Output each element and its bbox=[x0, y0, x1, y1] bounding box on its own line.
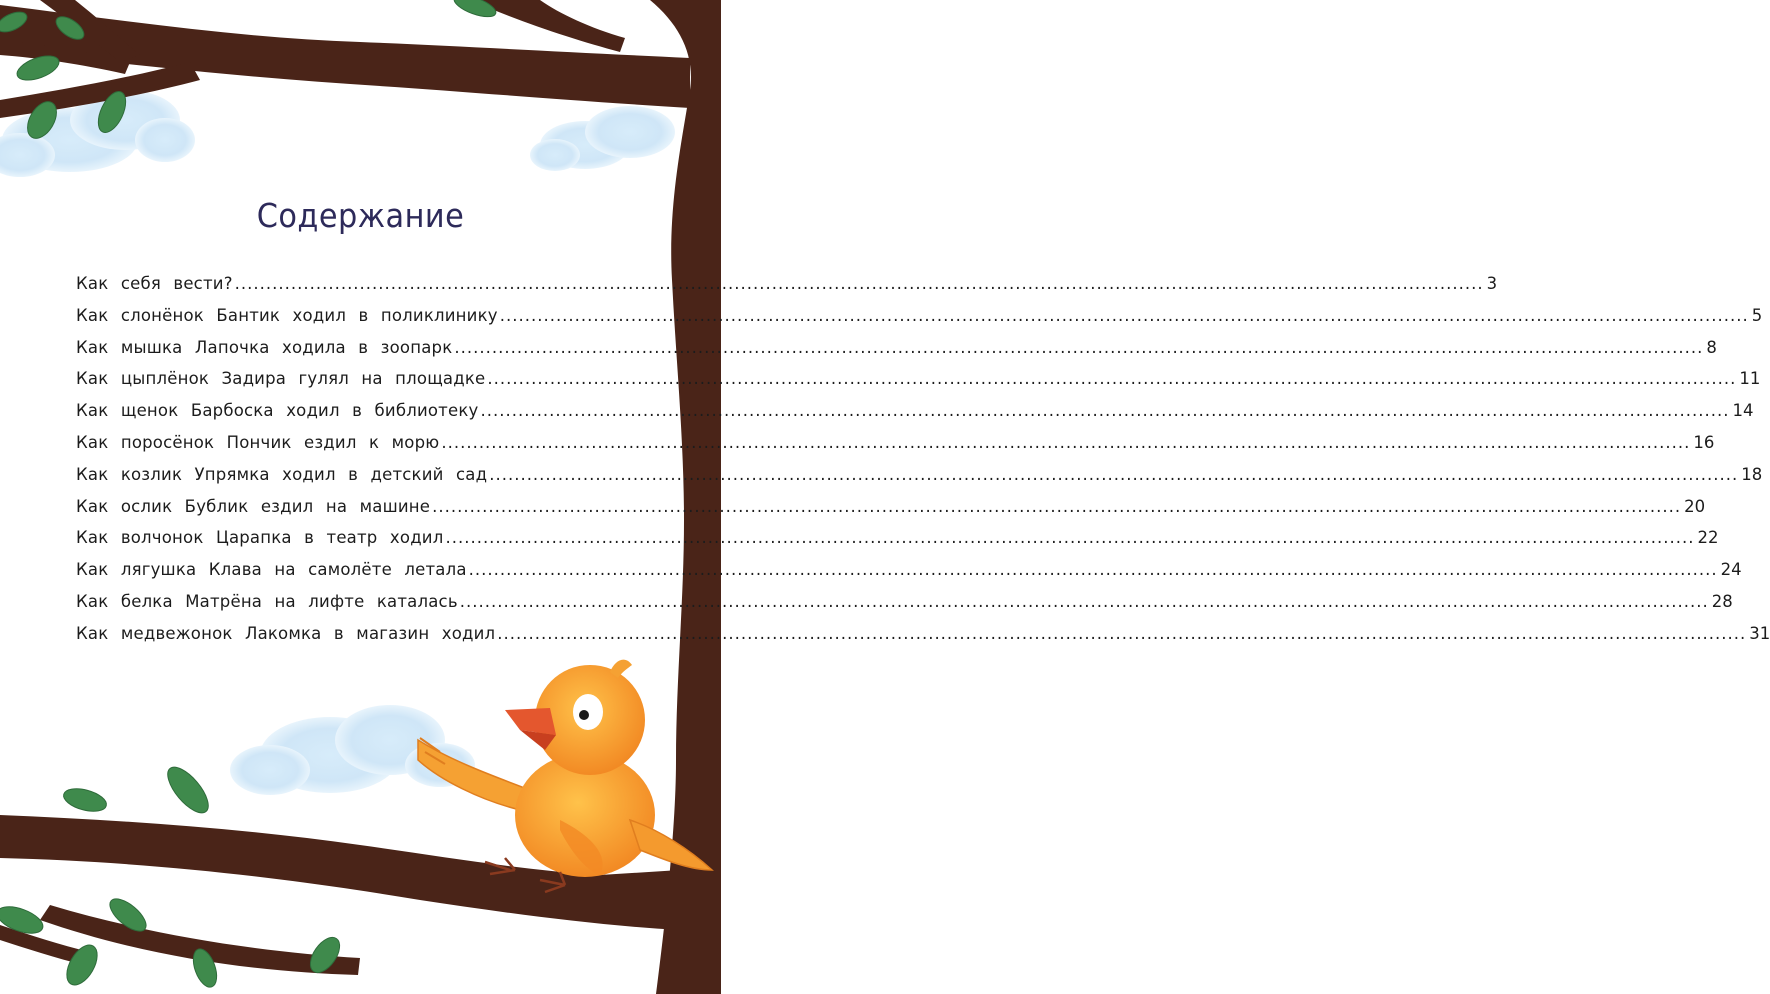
tree-branch-top bbox=[0, 0, 690, 118]
page-title: Содержание bbox=[256, 196, 465, 235]
toc-entry-title: Как волчонок Царапка в театр ходил bbox=[76, 528, 444, 548]
toc-entry-title: Как себя вести? bbox=[76, 274, 233, 293]
toc-entry[interactable] bbox=[76, 591, 1733, 624]
toc-entry-title: Как щенок Барбоска ходил в библиотеку bbox=[76, 401, 479, 421]
toc-entry-title: Как козлик Упрямка ходил в детский сад bbox=[76, 464, 488, 484]
toc-entry[interactable] bbox=[76, 623, 1770, 656]
toc-entry-title: Как поросёнок Пончик ездил к морю bbox=[76, 432, 440, 452]
toc-entry-page-number: 24 bbox=[1720, 560, 1742, 580]
toc-entry-page-number: 31 bbox=[1749, 623, 1770, 643]
toc-dot-leader: ........................................................................................................................................................................................................ bbox=[445, 528, 1695, 548]
toc-entry-page-number: 20 bbox=[1684, 496, 1706, 516]
toc-entry[interactable] bbox=[76, 401, 1754, 433]
toc-entry[interactable] bbox=[76, 337, 1717, 370]
toc-entry-page-number: 3 bbox=[1486, 274, 1498, 293]
toc-dot-leader: ........................................................................................................................................................................................................ bbox=[432, 496, 1682, 516]
toc-entry-title: Как ослик Бублик ездил на машине bbox=[76, 496, 431, 516]
table-of-contents bbox=[76, 274, 1770, 656]
cloud-top-right bbox=[530, 106, 675, 171]
toc-entry-title: Как белка Матрёна на лифте каталась bbox=[76, 591, 458, 611]
bird-icon bbox=[418, 660, 712, 892]
toc-dot-leader: ........................................................................................................................................................................................................ bbox=[454, 337, 1704, 357]
toc-entry-page-number: 22 bbox=[1697, 528, 1719, 548]
toc-entry-page-number: 8 bbox=[1706, 337, 1717, 357]
toc-dot-leader: ........................................................................................................................................................................................................ bbox=[497, 623, 1747, 643]
toc-entry-page-number: 11 bbox=[1739, 369, 1761, 389]
toc-dot-leader: ........................................................................................................................................................................................................ bbox=[487, 369, 1737, 389]
toc-entry[interactable] bbox=[76, 369, 1761, 401]
toc-entry-page-number: 5 bbox=[1751, 305, 1763, 325]
toc-dot-leader: ........................................................................................................................................................................................................ bbox=[499, 305, 1749, 325]
toc-entry[interactable] bbox=[76, 464, 1763, 497]
toc-entry[interactable] bbox=[76, 432, 1715, 465]
toc-dot-leader: ........................................................................................................................................................................................................ bbox=[441, 432, 1691, 452]
toc-entry[interactable] bbox=[76, 496, 1706, 529]
toc-entry-page-number: 16 bbox=[1693, 432, 1715, 452]
toc-entry[interactable] bbox=[76, 274, 1498, 306]
toc-dot-leader: ........................................................................................................................................................................................................ bbox=[480, 401, 1730, 421]
toc-entry[interactable] bbox=[76, 528, 1719, 560]
toc-dot-leader: ........................................................................................................................................................................................................ bbox=[459, 591, 1709, 611]
toc-entry-title: Как медвежонок Лакомка в магазин ходил bbox=[76, 623, 496, 643]
toc-entry-title: Как слонёнок Бантик ходил в поликлинику bbox=[76, 305, 498, 325]
toc-dot-leader: ........................................................................................................................................................................................................ bbox=[489, 464, 1739, 484]
toc-entry-page-number: 28 bbox=[1711, 591, 1733, 611]
toc-entry-title: Как лягушка Клава на самолёте летала bbox=[76, 560, 467, 580]
toc-entry[interactable] bbox=[76, 305, 1763, 338]
toc-dot-leader: ........................................................................................................................................................................................................ bbox=[234, 274, 1484, 293]
toc-entry-page-number: 14 bbox=[1732, 401, 1754, 421]
toc-entry[interactable] bbox=[76, 560, 1742, 592]
toc-entry-page-number: 18 bbox=[1741, 464, 1763, 484]
toc-entry-title: Как цыплёнок Задира гулял на площадке bbox=[76, 369, 486, 389]
toc-entry-title: Как мышка Лапочка ходила в зоопарк bbox=[76, 337, 453, 357]
toc-dot-leader: ........................................................................................................................................................................................................ bbox=[468, 560, 1718, 580]
